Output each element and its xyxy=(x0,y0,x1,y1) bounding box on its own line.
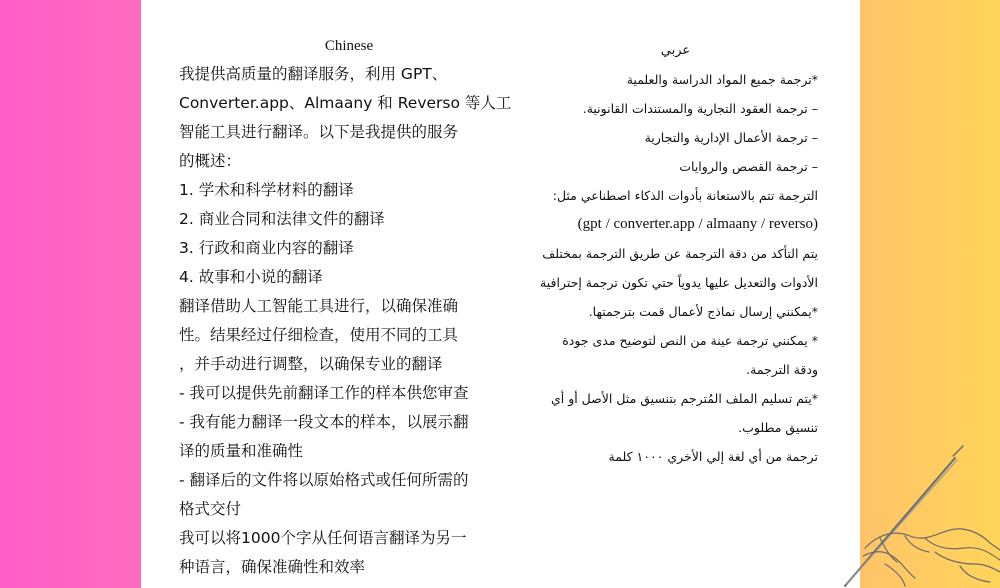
arabic-line: *يتم تسليم الملف المُترجم بتنسيق مثل الأصل أو أي xyxy=(550,391,818,406)
chinese-line: - 翻译后的文件将以原始格式或任何所需的 xyxy=(179,471,469,489)
hand-with-pen-illustration xyxy=(785,438,1000,588)
chinese-line: 格式交付 xyxy=(179,500,242,518)
arabic-line: يتم التأكد من دقة الترجمة عن طريق الترجمة بمختلف xyxy=(542,246,818,261)
chinese-line: 智能工具进行翻译。以下是我提供的服务 xyxy=(179,123,459,141)
chinese-line: 我可以将1000个字从任何语言翻译为另一 xyxy=(179,529,467,547)
arabic-line: ودقة الترجمة. xyxy=(746,362,818,377)
arabic-line: – ترجمة الأعمال الإدارية والتجارية xyxy=(644,130,818,145)
chinese-line: - 我可以提供先前翻译工作的样本供您审查 xyxy=(179,384,469,402)
chinese-line: 1. 学术和科学材料的翻译 xyxy=(179,181,354,199)
arabic-tools-line: (gpt / converter.app / almaany / reverso) xyxy=(577,216,818,232)
arabic-line: – ترجمة القصص والروايات xyxy=(679,159,818,174)
chinese-line: 种语言，确保准确性和效率 xyxy=(179,558,366,576)
arabic-line: *ترجمة جميع المواد الدراسة والعلمية xyxy=(626,72,818,87)
arabic-column xyxy=(533,37,818,471)
arabic-line: *يمكنني إرسال نماذج لأعمال قمت بترجمتها. xyxy=(588,304,818,319)
chinese-line: 性。结果经过仔细检查，使用不同的工具 xyxy=(179,326,459,344)
chinese-line: 我提供高质量的翻译服务，利用 GPT、 xyxy=(179,65,448,83)
chinese-column xyxy=(179,32,512,582)
chinese-line: - 我有能力翻译一段文本的样本，以展示翻 xyxy=(179,413,469,431)
chinese-line: 4. 故事和小说的翻译 xyxy=(179,268,323,286)
chinese-line: ，并手动进行调整，以确保专业的翻译 xyxy=(179,355,443,373)
chinese-line: 译的质量和准确性 xyxy=(179,442,304,460)
chinese-line: 的概述： xyxy=(179,152,242,170)
arabic-title: عربي xyxy=(660,43,691,58)
chinese-line: 3. 行政和商业内容的翻译 xyxy=(179,239,354,257)
arabic-line: – ترجمة العقود التجارية والمستندات القانونية. xyxy=(582,101,818,116)
document-page xyxy=(141,0,860,588)
arabic-line: ترجمة من أي لغة إلي الأخري ١٠٠٠ كلمة xyxy=(608,449,818,464)
chinese-line: 翻译借助人工智能工具进行，以确保准确 xyxy=(179,297,459,315)
chinese-line: 2. 商业合同和法律文件的翻译 xyxy=(179,210,385,228)
arabic-line: الترجمة تتم بالاستعانة بأدوات الذكاء اصطناعي مثل: xyxy=(552,188,818,203)
arabic-line: تنسيق مطلوب. xyxy=(738,420,818,435)
chinese-line: Converter.app、Almaany 和 Reverso 等人工 xyxy=(179,94,512,112)
arabic-line: الأدوات والتعديل عليها يدوياً حتي تكون ترجمة إحترافية xyxy=(540,275,818,290)
chinese-title: Chinese xyxy=(324,38,374,54)
arabic-line: * يمكنني ترجمة عينة من النص لتوضيح مدى جودة xyxy=(562,333,818,348)
